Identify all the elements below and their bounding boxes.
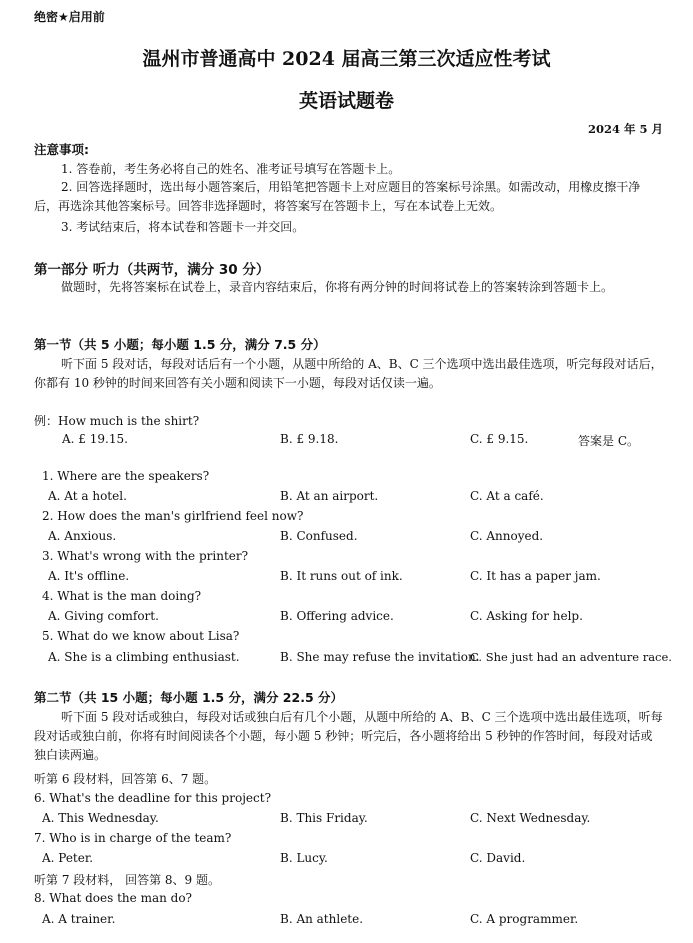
question-1-option-a: A. At a hotel. [48, 489, 127, 503]
question-5-option-c: C. She just had an adventure race. [470, 650, 672, 664]
question-7: 7. Who is in charge of the team? [34, 831, 232, 845]
question-2-option-c: C. Annoyed. [470, 529, 544, 543]
section1-intro: 听下面 5 段对话，每段对话后有一个小题，从题中所给的 A、B、C 三个选项中选出最佳选项，听完每段对话后，你都有 10 秒钟的时间来回答有关小题和阅读下一小题，每段对话仅读一遍。 [34, 357, 663, 390]
question-5: 5. What do we know about Lisa? [42, 629, 240, 643]
notes-item-3: 3. 考试结束后，将本试卷和答题卡一并交回。 [61, 220, 305, 234]
question-8-option-c: C. A programmer. [470, 912, 579, 926]
question-1-option-b: B. At an airport. [280, 489, 379, 503]
notes-heading: 注意事项: [34, 142, 89, 157]
notes-item-1: 1. 答卷前，考生务必将自己的姓名、准考证号填写在答题卡上。 [61, 162, 401, 176]
question-2-option-b: B. Confused. [280, 529, 358, 543]
exam-date: 2024 年 5 月 [587, 122, 663, 136]
question-5-option-a: A. She is a climbing enthusiast. [48, 650, 240, 664]
question-6-option-a: A. This Wednesday. [42, 811, 159, 825]
example-question: 例：How much is the shirt? [34, 414, 200, 428]
question-4-option-a: A. Giving comfort. [48, 609, 159, 623]
example-option-b: B. £ 9.18. [280, 432, 339, 446]
question-3-option-a: A. It's offline. [48, 569, 130, 583]
question-2: 2. How does the man's girlfriend feel now? [42, 509, 304, 523]
question-1: 1. Where are the speakers? [42, 469, 210, 483]
example-answer: 答案是 C。 [578, 434, 639, 448]
confidential-label: 绝密★启用前 [34, 10, 105, 24]
part1-heading: 第一部分 听力（共两节，满分 30 分） [34, 262, 270, 278]
question-7-option-b: B. Lucy. [280, 851, 328, 865]
question-8: 8. What does the man do? [34, 891, 192, 905]
question-6: 6. What's the deadline for this project? [34, 791, 271, 805]
material-7-instruction: 听第 7 段材料， 回答第 8、9 题。 [34, 873, 220, 887]
question-3-option-c: C. It has a paper jam. [470, 569, 601, 583]
section2-intro: 听下面 5 段对话或独白，每段对话或独白后有几个小题，从题中所给的 A、B、C 三个选项中选出最佳选项，听每段对话或独白前，你将有时间阅读各个小题，每小题 5 秒钟；听完后，各小题将给出 5 秒钟的作答时间，每段对话或独白读两遍。 [34, 710, 663, 762]
question-4-option-c: C. Asking for help. [470, 609, 583, 623]
section1-heading: 第一节（共 5 小题；每小题 1.5 分，满分 7.5 分） [34, 337, 326, 352]
example-option-c: C. £ 9.15. [470, 432, 529, 446]
question-7-option-c: C. David. [470, 851, 526, 865]
question-6-option-b: B. This Friday. [280, 811, 368, 825]
part1-intro: 做题时，先将答案标在试卷上，录音内容结束后，你将有两分钟的时间将试卷上的答案转涂到答题卡上。 [61, 280, 614, 294]
question-7-option-a: A. Peter. [42, 851, 94, 865]
question-3-option-b: B. It runs out of ink. [280, 569, 403, 583]
question-5-option-b: B. She may refuse the invitation. [280, 650, 480, 664]
question-1-option-c: C. At a café. [470, 489, 544, 503]
question-8-option-b: B. An athlete. [280, 912, 364, 926]
section2-heading: 第二节（共 15 小题；每小题 1.5 分，满分 22.5 分） [34, 690, 343, 705]
question-4: 4. What is the man doing? [42, 589, 202, 603]
exam-title: 温州市普通高中 2024 届高三第三次适应性考试 [142, 48, 551, 70]
example-option-a: A. £ 19.15. [62, 432, 128, 446]
question-6-option-c: C. Next Wednesday. [470, 811, 591, 825]
notes-item-2: 2. 回答选择题时，选出每小题答案后，用铅笔把答题卡上对应题目的答案标号涂黑。如需改动，用橡皮擦干净后，再选涂其他答案标号。回答非选择题时，将答案写在答题卡上，写在本试卷上无效。 [34, 180, 641, 213]
exam-subtitle: 英语试题卷 [298, 90, 394, 112]
question-4-option-b: B. Offering advice. [280, 609, 394, 623]
question-2-option-a: A. Anxious. [48, 529, 117, 543]
question-3: 3. What's wrong with the printer? [42, 549, 249, 563]
material-6-instruction: 听第 6 段材料，回答第 6、7 题。 [34, 772, 217, 786]
question-8-option-a: A. A trainer. [42, 912, 116, 926]
